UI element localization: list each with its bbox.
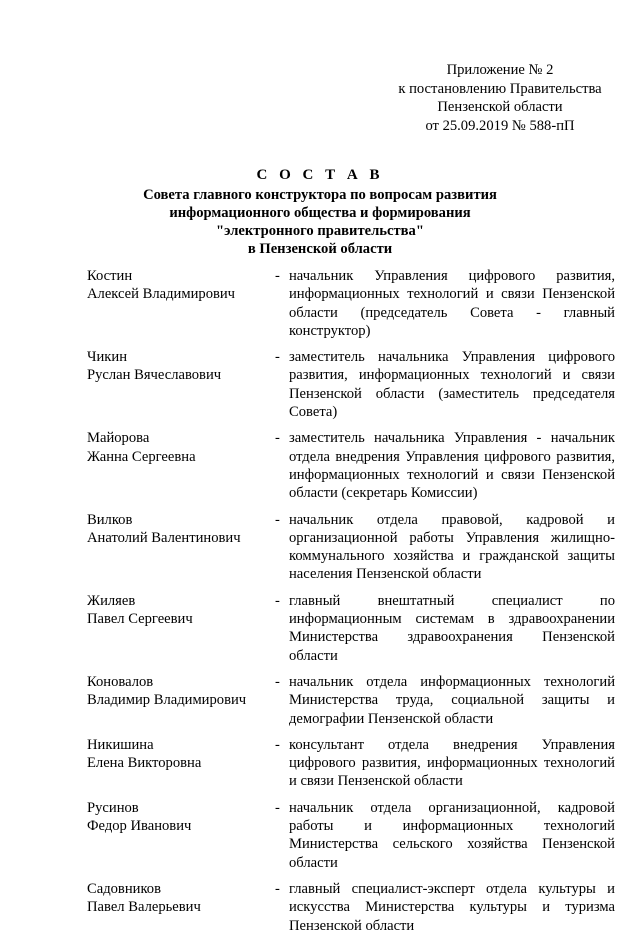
member-given-name: Владимир Владимирович [87, 692, 247, 709]
member-surname: Коновалов [87, 673, 154, 690]
member-given-name: Руслан Вячеславович [87, 367, 222, 384]
member-surname: Никишина [87, 736, 154, 753]
member-entry [87, 880, 615, 935]
member-given-name: Федор Иванович [87, 818, 192, 835]
title-line-1: Совета главного конструктора по вопросам развития [143, 187, 497, 203]
member-dash: - [275, 592, 280, 609]
member-given-name: Жанна Сергеевна [87, 448, 196, 465]
member-dash: - [275, 268, 280, 284]
member-entry [87, 511, 615, 584]
member-name [87, 511, 275, 584]
member-role: начальник Управления цифрового развития, информационных технологий и связи Пензенской области (председатель Совета - главный конструктор) [289, 268, 615, 339]
member-surname: Садовников [87, 880, 161, 897]
member-entry [87, 348, 615, 421]
document-title [90, 166, 550, 258]
member-dash: - [275, 673, 280, 690]
member-surname: Русинов [87, 799, 139, 816]
member-surname: Костин [87, 268, 133, 284]
title-heading: С О С Т А В [256, 167, 384, 183]
member-role: начальник отдела организационной, кадровой работы и информационных технологий Министерства сельского хозяйства Пензенской области [289, 799, 615, 871]
member-entry [87, 673, 615, 728]
title-line-3: "электронного правительства" [216, 223, 424, 239]
member-given-name: Павел Сергеевич [87, 611, 193, 628]
member-given-name: Павел Валерьевич [87, 899, 201, 916]
member-dash: - [275, 736, 280, 753]
member-given-name: Алексей Владимирович [87, 286, 236, 303]
member-dash: - [275, 511, 280, 528]
member-role: главный специалист-эксперт отдела культуры и искусства Министерства культуры и туризма Пензенской области [289, 880, 615, 934]
member-entry [87, 267, 615, 340]
title-line-2: информационного общества и формирования [169, 205, 471, 221]
appendix-header [380, 61, 620, 135]
member-surname: Жиляев [87, 592, 136, 609]
appendix-date: от 25.09.2019 № 588-пП [425, 117, 575, 134]
member-given-name: Анатолий Валентинович [87, 529, 241, 546]
member-entry [87, 736, 615, 791]
member-name [87, 267, 275, 340]
member-entry [87, 429, 615, 502]
title-line-4: в Пензенской области [247, 241, 393, 257]
member-dash: - [275, 880, 280, 897]
member-surname: Чикин [87, 349, 128, 366]
member-surname: Вилков [87, 511, 133, 528]
member-role: заместитель начальника Управления цифрового развития, информационных технологий и связи Пензенской области (заместитель председателя Совета) [289, 349, 615, 421]
appendix-number: Приложение № 2 [446, 62, 554, 78]
member-name [87, 799, 275, 872]
member-dash: - [275, 349, 280, 366]
member-entry [87, 592, 615, 665]
member-role: начальник отдела правовой, кадровой и организационной работы Управления жилищно-коммунального хозяйства и гражданской защиты населения Пензенской области [289, 511, 615, 583]
appendix-resolution: к постановлению Правительства [398, 80, 602, 97]
member-given-name: Елена Викторовна [87, 755, 202, 772]
member-role: начальник отдела информационных технологий Министерства труда, социальной защиты и демографии Пензенской области [289, 673, 615, 727]
member-role: консультант отдела внедрения Управления цифрового развития, информационных технологий и связи Пензенской области [289, 736, 615, 790]
member-dash: - [275, 799, 280, 816]
member-role: заместитель начальника Управления - начальник отдела внедрения Управления цифрового развития, информационных технологий и связи Пензенской области (секретарь Комиссии) [289, 430, 615, 502]
member-name [87, 880, 275, 935]
member-name [87, 592, 275, 665]
appendix-region: Пензенской области [437, 99, 563, 115]
member-name [87, 348, 275, 421]
member-name [87, 736, 275, 791]
member-entry [87, 799, 615, 872]
member-list [87, 267, 615, 943]
member-dash: - [275, 430, 280, 447]
member-name [87, 429, 275, 502]
member-name [87, 673, 275, 728]
member-role: главный внештатный специалист по информационным системам в здравоохранении Министерства здравоохранения Пензенской области [289, 592, 615, 664]
member-surname: Майорова [87, 430, 150, 447]
